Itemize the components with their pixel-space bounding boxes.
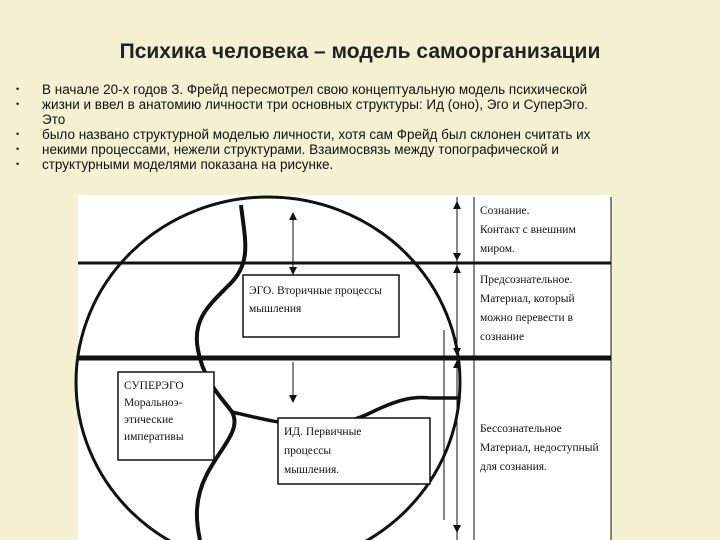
superego-box-line: Моральноэ- — [124, 397, 183, 409]
bullet-text: Это — [42, 112, 66, 127]
id-box-line: ИД. Первичные — [284, 426, 362, 438]
bullet-dot: • — [16, 129, 20, 139]
ego-box-line: ЭГО. Вторичные процессы — [249, 285, 382, 297]
unconscious-label-line: Бессознательное — [480, 423, 562, 435]
preconscious-label-line: сознание — [480, 331, 525, 343]
conscious-label-line: Сознание. — [480, 205, 530, 217]
bullet-dot: • — [16, 144, 20, 154]
superego-box-line: СУПЕРЭГО — [124, 380, 184, 392]
superego-box-line: этические — [124, 414, 174, 426]
preconscious-label-line: Предсознательное. — [480, 274, 573, 286]
diagram-panel — [78, 195, 611, 540]
unconscious-label-line: Материал, недоступный — [480, 442, 599, 454]
conscious-label-line: миром. — [480, 243, 515, 255]
bullet-text: было названо структурной моделью личности, хотя сам Фрейд был склонен считать их — [42, 127, 591, 142]
id-box-line: процессы — [284, 445, 332, 457]
unconscious-label-line: для сознания. — [480, 461, 547, 473]
id-box-line: мышления. — [284, 464, 340, 476]
bullet-text: некими процессами, нежели структурами. Взаимосвязь между топографической и — [42, 142, 559, 157]
bullet-dot: • — [16, 84, 20, 94]
ego-box-line: мышления — [249, 303, 302, 315]
preconscious-label-line: можно перевести в — [480, 312, 573, 324]
superego-box-line: императивы — [124, 431, 184, 443]
conscious-label-line: Контакт с внешним — [480, 224, 576, 236]
bullet-text: В начале 20-х годов З. Фрейд пересмотрел свою концептуальную модель психической — [42, 82, 588, 97]
preconscious-label-line: Материал, который — [480, 293, 575, 305]
bullet-dot: • — [16, 159, 20, 169]
bullet-text: структурными моделями показана на рисунке. — [42, 157, 334, 172]
bullet-dot: • — [16, 99, 20, 109]
slide-title: Психика человека – модель самоорганизации — [119, 40, 601, 63]
bullet-text: жизни и ввел в анатомию личности три основных структуры: Ид (оно), Эго и СуперЭго. — [42, 97, 589, 112]
